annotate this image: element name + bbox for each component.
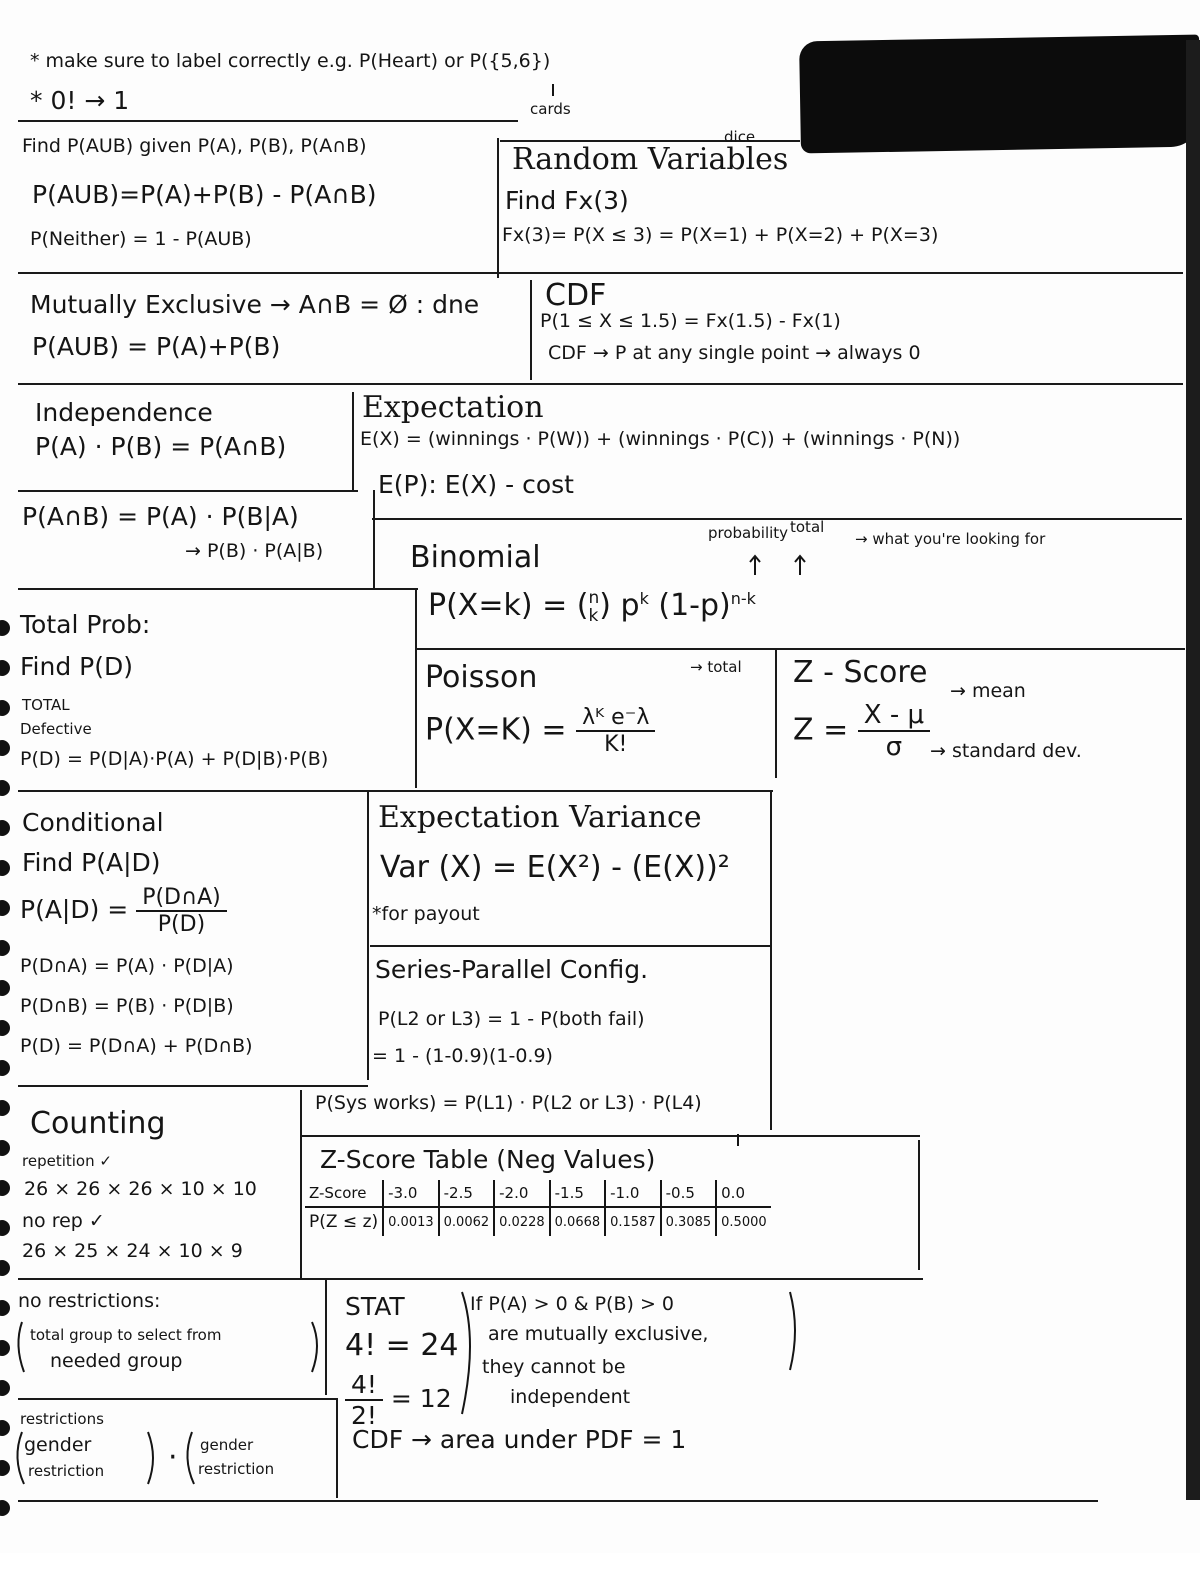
top-note-cards: cards (530, 100, 571, 118)
expectation-profit: E(P): E(X) - cost (378, 470, 574, 499)
total-prob-find: Find P(D) (20, 652, 134, 681)
restrictions-right-bottom: restriction (198, 1460, 275, 1478)
conditional-denominator: P(D) (157, 912, 206, 937)
stat-denominator: 2! (351, 1401, 377, 1430)
restrictions-left-top: gender (24, 1434, 92, 1456)
series-parallel-line3: P(Sys works) = P(L1) · P(L2 or L3) · P(L4) (315, 1092, 702, 1114)
cdf-heading: CDF (545, 278, 607, 313)
mutex-note-line1: If P(A) > 0 & P(B) > 0 (470, 1293, 674, 1315)
ztable-row2-label: P(Z ≤ z) (309, 1212, 379, 1232)
series-parallel-line2: = 1 - (1-0.9)(1-0.9) (372, 1045, 553, 1067)
ztable-z-cell: -2.0 (494, 1180, 550, 1207)
cdf-pdf-note: CDF → area under PDF = 1 (352, 1425, 687, 1454)
random-variables-formula: Fx(3)= P(X ≤ 3) = P(X=1) + P(X=2) + P(X=3) (502, 224, 939, 246)
stat-line1: 4! = 24 (345, 1328, 459, 1363)
zscore-note-mean: → mean (950, 680, 1026, 702)
restrictions-dot: · (168, 1440, 178, 1475)
cdf-note: CDF → P at any single point → always 0 (548, 342, 921, 364)
stat-numerator: 4! (345, 1370, 383, 1401)
poisson-numerator: λᴷ e⁻λ (576, 705, 655, 732)
conditional-lhs: P(A|D) = (20, 895, 137, 924)
zscore-numerator: X - μ (858, 700, 930, 732)
union-heading: Find P(AUB) given P(A), P(B), P(A∩B) (22, 135, 367, 157)
binomial-note-looking-for: → what you're looking for (855, 530, 1046, 548)
ztable-p-cell: 0.0013 (383, 1207, 439, 1236)
total-prob-formula: P(D) = P(D|A)·P(A) + P(D|B)·P(B) (20, 748, 329, 770)
ztable-p-cell: 0.0228 (494, 1207, 550, 1236)
counting-norep-value: 26 × 25 × 24 × 10 × 9 (22, 1240, 243, 1262)
intersection-line1: P(A∩B) = P(A) · P(B|A) (22, 502, 299, 531)
conditional-line2: P(D∩B) = P(B) · P(D|B) (20, 995, 234, 1017)
neither-formula: P(Neither) = 1 - P(AUB) (30, 228, 252, 250)
binomial-exp-nk: n-k (730, 589, 756, 608)
zscore-lhs: Z = (793, 712, 858, 748)
ztable-z-cell: -1.0 (605, 1180, 661, 1207)
ztable-p-cell: 0.0668 (550, 1207, 606, 1236)
series-parallel-line1: P(L2 or L3) = 1 - P(both fail) (378, 1008, 645, 1030)
poisson-lhs: P(X=K) = (425, 712, 577, 748)
ztable-heading: Z-Score Table (Neg Values) (320, 1145, 656, 1174)
binomial-exp-k: k (639, 589, 649, 608)
binomial-k: k (588, 605, 599, 626)
ztable-z-cell: 0.0 (716, 1180, 771, 1207)
top-note-dice: dice (724, 128, 756, 146)
random-variables-find: Find Fx(3) (505, 186, 629, 215)
conditional-numerator: P(D∩A) (136, 885, 227, 912)
expectation-heading: Expectation (362, 390, 544, 425)
no-restrictions-bottom: needed group (50, 1350, 183, 1372)
conditional-heading: Conditional (22, 808, 164, 837)
total-prob-total: TOTAL (22, 696, 70, 714)
poisson-note-total: → total (690, 658, 742, 676)
counting-rep-value: 26 × 26 × 26 × 10 × 10 (24, 1178, 257, 1200)
conditional-find: Find P(A|D) (22, 848, 161, 877)
independence-heading: Independence (35, 398, 213, 427)
binomial-note-probability: probability (708, 524, 789, 542)
mutually-exclusive-heading: Mutually Exclusive → A∩B = Ø : dne (30, 290, 480, 319)
top-note-zero-factorial: * 0! → 1 (30, 86, 130, 115)
binomial-formula: P(X=k) = ( n k ) $p^k$ $(1-p)^{n-k}$ (428, 587, 756, 626)
stat-heading: STAT (345, 1292, 405, 1321)
ztable-row1-label: Z-Score (305, 1180, 383, 1207)
conditional-line3: P(D) = P(D∩A) + P(D∩B) (20, 1035, 253, 1057)
restrictions-heading: restrictions (20, 1410, 104, 1428)
ztable-z-cell: -2.5 (439, 1180, 495, 1207)
ztable-z-cell: -3.0 (383, 1180, 439, 1207)
exp-variance-note: *for payout (372, 903, 480, 925)
expectation-formula: E(X) = (winnings · P(W)) + (winnings · P(C)) + (winnings · P(N)) (360, 428, 961, 450)
poisson-denominator: K! (604, 732, 628, 757)
mutex-note-line2: are mutually exclusive, (488, 1323, 709, 1345)
ztable-p-cell: 0.0062 (439, 1207, 495, 1236)
exp-variance-formula: Var (X) = E(X²) - (E(X))² (380, 850, 730, 885)
counting-rep-label: repetition ✓ (22, 1152, 112, 1170)
binomial-one-minus-p: (1-p) (648, 588, 731, 623)
binomial-lhs: P(X=k) = (428, 588, 577, 623)
no-restrictions-top: total group to select from (30, 1326, 222, 1344)
binomial-note-total: total (790, 518, 825, 536)
total-prob-heading: Total Prob: (20, 610, 151, 639)
independence-formula: P(A) · P(B) = P(A∩B) (35, 432, 287, 461)
series-parallel-heading: Series-Parallel Config. (375, 955, 649, 984)
exp-variance-heading: Expectation Variance (378, 800, 702, 835)
binomial-p: p (611, 588, 640, 623)
ztable-z-cell: -0.5 (661, 1180, 717, 1207)
stat-eq: = 12 (390, 1384, 452, 1413)
zscore-heading: Z - Score (793, 655, 928, 690)
top-note-label-correctly: * make sure to label correctly e.g. P(Heart) or P({5,6}) (30, 50, 551, 72)
restrictions-right-top: gender (200, 1436, 254, 1454)
conditional-line1: P(D∩A) = P(A) · P(D|A) (20, 955, 234, 977)
restrictions-left-bottom: restriction (28, 1462, 105, 1480)
union-formula: P(AUB)=P(A)+P(B) - P(A∩B) (32, 180, 377, 209)
counting-norep-label: no rep ✓ (22, 1210, 105, 1232)
binomial-n: n (588, 587, 600, 608)
mutually-exclusive-formula: P(AUB) = P(A)+P(B) (32, 332, 281, 361)
ztable-p-cell: 0.1587 (605, 1207, 661, 1236)
intersection-line2: → P(B) · P(A|B) (185, 540, 324, 562)
no-restrictions-heading: no restrictions: (18, 1290, 161, 1312)
mutex-note-line4: independent (510, 1386, 631, 1408)
ztable-z-cell: -1.5 (550, 1180, 606, 1207)
zscore-denominator: σ (885, 732, 903, 762)
random-variables-heading: Random Variables (512, 142, 789, 177)
mutex-note-line3: they cannot be (482, 1356, 626, 1378)
ztable-p-cell: 0.3085 (661, 1207, 717, 1236)
ztable-p-cell: 0.5000 (716, 1207, 771, 1236)
binomial-heading: Binomial (410, 540, 541, 575)
total-prob-defective: Defective (20, 720, 92, 738)
poisson-heading: Poisson (425, 660, 538, 695)
cdf-formula: P(1 ≤ X ≤ 1.5) = Fx(1.5) - Fx(1) (540, 310, 841, 332)
counting-heading: Counting (30, 1106, 166, 1141)
zscore-note-sd: → standard dev. (930, 740, 1082, 762)
